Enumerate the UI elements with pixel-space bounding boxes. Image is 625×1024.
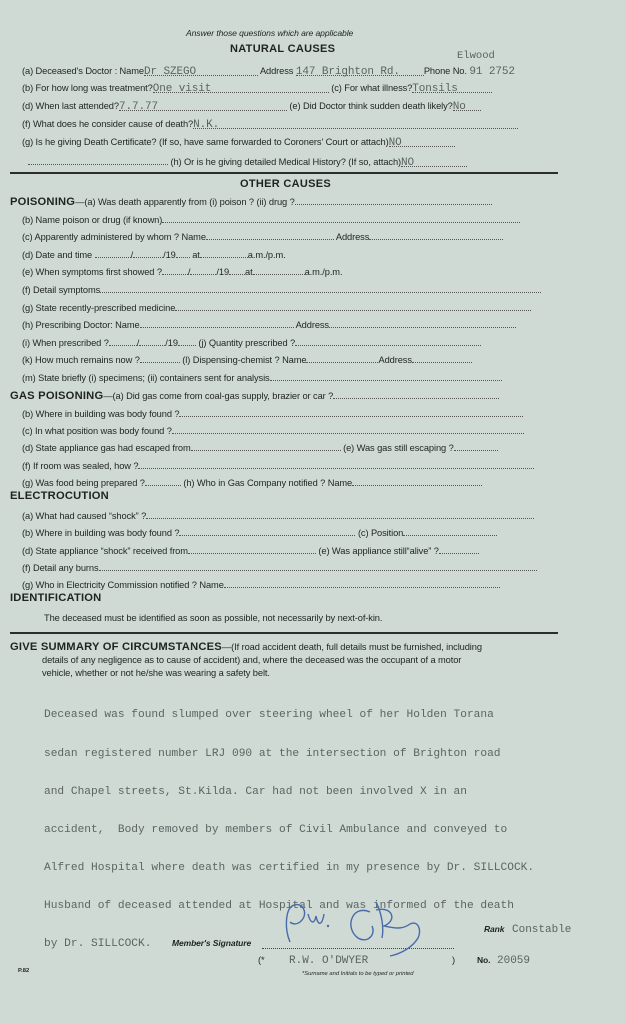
elec-g [22, 578, 500, 590]
electrocution-heading: ELECTROCUTION [10, 490, 109, 502]
summary-instruction-line-2: details of any negligence as to cause of accident) and, where the deceased was the occupant of a motor [42, 655, 462, 665]
gas-h-input[interactable] [352, 476, 482, 486]
gas-d-label: (d) State appliance gas had escaped from [22, 443, 191, 453]
medical-history-blank[interactable] [28, 155, 168, 165]
summary-instruction-1: —(If road accident death, full details must be furnished, including [221, 642, 482, 652]
poisoning-heading: POISONING [10, 196, 76, 208]
illness-label: (c) For what illness? [331, 83, 413, 93]
signature-stroke-p [286, 905, 304, 942]
summary-heading: GIVE SUMMARY OF CIRCUMSTANCES [10, 641, 222, 653]
elec-b-input[interactable] [179, 526, 355, 536]
elec-f-input[interactable] [99, 561, 537, 571]
gas-c-input[interactable] [172, 424, 524, 434]
summary-line: and Chapel streets, St.Kilda. Car had not been involved X in an [44, 785, 467, 798]
doctor-address-suburb: Elwood [457, 50, 495, 62]
number-label: No. [477, 955, 491, 965]
other-causes-heading: OTHER CAUSES [240, 178, 331, 190]
poisoning-b-label: (b) Name poison or drug (if known) [22, 215, 163, 225]
elec-b-label: (b) Where in building was body found ? [22, 528, 180, 538]
field-medical-history [28, 155, 467, 167]
date-separator: / [136, 338, 140, 348]
gas-f [22, 459, 534, 471]
poisoning-l-address-label: Address [378, 355, 412, 365]
handwritten-signature[interactable] [272, 898, 452, 960]
poisoning-b [22, 213, 520, 225]
poisoning-e-label: (e) When symptoms first showed ? [22, 267, 162, 277]
poisoning-d-month[interactable] [130, 248, 163, 260]
poisoning-g-label: (g) State recently-prescribed medicine [22, 303, 176, 313]
cause-of-death-value[interactable]: N.K. [193, 119, 518, 129]
at-label: at [245, 267, 253, 277]
poisoning-l-label: (l) Dispensing-chemist ? Name [182, 355, 307, 365]
summary-line: sedan registered number LRJ 090 at the intersection of Brighton road [44, 747, 501, 760]
summary-line: accident, Body removed by members of Civil Ambulance and conveyed to [44, 823, 508, 836]
section-divider [10, 172, 558, 174]
rank-value[interactable]: Constable [512, 924, 572, 936]
gas-b [22, 407, 523, 419]
gas-a [10, 389, 499, 402]
poisoning-j-label: (j) Quantity prescribed ? [198, 338, 296, 348]
field-cause-of-death [22, 119, 518, 129]
gas-b-input[interactable] [179, 407, 523, 417]
poisoning-e [22, 265, 342, 277]
gas-a-label: —(a) Did gas come from coal-gas supply, brazier or car ? [103, 391, 334, 401]
poisoning-c-address-label: Address [335, 232, 370, 242]
gas-f-label: (f) If room was sealed, how ? [22, 461, 139, 471]
year-prefix: /19 [163, 250, 176, 260]
field-doctor-name [22, 66, 515, 78]
elec-a-input[interactable] [146, 509, 534, 519]
poisoning-h-address-input[interactable] [329, 318, 516, 328]
elec-e-input[interactable] [439, 544, 479, 554]
gas-d [22, 441, 498, 453]
poisoning-d [22, 248, 286, 260]
medical-history-label: (h) Or is he giving detailed Medical History? (If so, attach) [170, 157, 402, 167]
poisoning-a [10, 195, 492, 208]
natural-causes-heading: NATURAL CAUSES [230, 43, 336, 55]
gas-f-input[interactable] [138, 459, 534, 469]
elec-f-label: (f) Detail any burns [22, 563, 99, 573]
elec-c-label: (c) Position [357, 528, 404, 538]
poisoning-e-year[interactable] [229, 265, 245, 275]
doctor-name-label: (a) Deceased's Doctor : Name [22, 66, 144, 76]
poisoning-d-year[interactable] [176, 248, 190, 258]
ampm-label: a.m./p.m. [304, 267, 343, 277]
year-prefix: /19 [216, 267, 230, 277]
gas-d-input[interactable] [191, 441, 341, 451]
poisoning-e-day[interactable] [162, 265, 191, 277]
field-treatment-duration [22, 83, 492, 93]
signature-stroke-dwyer [376, 902, 420, 956]
elec-d-label: (d) State appliance “shock” received from [22, 546, 188, 556]
elec-f [22, 561, 537, 573]
form-instruction: Answer those questions which are applicable [186, 28, 354, 38]
identification-heading: IDENTIFICATION [10, 592, 102, 604]
poisoning-b-input[interactable] [162, 213, 520, 223]
poisoning-d-day[interactable] [95, 248, 134, 260]
gas-g [22, 476, 482, 488]
poisoning-k [22, 353, 472, 365]
poisoning-k-label: (k) How much remains now ? [22, 355, 140, 365]
doctor-name-value[interactable]: Dr SZEGO [144, 66, 258, 76]
poisoning-m [22, 371, 502, 383]
doctor-phone-label: Phone No. [423, 66, 467, 76]
poisoning-i-label: (i) When prescribed ? [22, 338, 109, 348]
ampm-label: a.m./p.m. [247, 250, 286, 260]
field-last-attended [22, 101, 481, 111]
section-divider [10, 632, 558, 634]
poisoning-h-label: (h) Prescribing Doctor: Name [22, 320, 140, 330]
poisoning-e-month[interactable] [187, 265, 216, 277]
date-separator: / [130, 250, 134, 260]
poisoning-a-input[interactable] [295, 195, 492, 205]
typed-name-close-paren: ) [452, 955, 455, 965]
poisoning-e-time[interactable] [253, 265, 305, 275]
summary-instruction-line-3: vehicle, whether or not he/she was wearing a safety belt. [42, 668, 270, 678]
poisoning-i [22, 336, 481, 348]
poisoning-c-name-input[interactable] [206, 230, 334, 240]
medical-history-value[interactable]: NO [401, 157, 467, 167]
identification-text: The deceased must be identified as soon as possible, not necessarily by next-of-kin. [44, 613, 383, 623]
summary-line: Deceased was found slumped over steering wheel of her Holden Torana [44, 709, 494, 722]
treatment-duration-label: (b) For how long was treatment? [22, 83, 153, 93]
poisoning-h [22, 318, 516, 330]
doctor-address-value[interactable]: 147 Brighton Rd. [296, 66, 424, 76]
death-certificate-value[interactable]: NO [389, 137, 455, 147]
elec-g-input[interactable] [224, 578, 500, 588]
year-prefix: /19 [165, 338, 178, 348]
form-code: P.82 [18, 968, 30, 974]
summary-instruction-line-1 [10, 641, 482, 653]
poisoning-g [22, 301, 531, 313]
gas-g-label: (g) Was food being prepared ? [22, 478, 145, 488]
doctor-address-label: Address [259, 66, 294, 76]
gas-g-input[interactable] [145, 476, 181, 486]
field-death-certificate [22, 137, 455, 147]
elec-e-label: (e) Was appliance still“alive” ? [318, 546, 439, 556]
sudden-death-label: (e) Did Doctor think sudden death likely? [289, 101, 453, 111]
summary-line: Husband of deceased attended at Hospital and was informed of the death [44, 899, 514, 912]
summary-line: Alfred Hospital where death was certified in my presence by Dr. SILLCOCK. [44, 861, 535, 874]
member-signature-label: Member's Signature [172, 938, 252, 948]
gas-c-label: (c) In what position was body found ? [22, 426, 172, 436]
poisoning-c-address-input[interactable] [369, 230, 503, 240]
signature-dot [327, 925, 329, 927]
last-attended-label: (d) When last attended? [22, 101, 119, 111]
poisoning-f [22, 283, 541, 295]
poisoning-c-label: (c) Apparently administered by whom ? Name [22, 232, 206, 242]
gas-e-label: (e) Was gas still escaping ? [343, 443, 454, 453]
elec-g-label: (g) Who in Electricity Commission notified ? Name [22, 580, 224, 590]
at-label: at [192, 250, 200, 260]
poisoning-f-label: (f) Detail symptoms [22, 285, 101, 295]
poisoning-j-input[interactable] [295, 336, 481, 346]
poisoning-d-label: (d) Date and time [22, 250, 93, 260]
elec-c-input[interactable] [403, 526, 497, 536]
death-certificate-label: (g) Is he giving Death Certificate? (If so, have same forwarded to Coroners' Court or attach) [22, 137, 389, 147]
cause-of-death-label: (f) What does he consider cause of death? [22, 119, 194, 129]
summary-line: by Dr. SILLCOCK. [44, 938, 152, 951]
poisoning-l-name-input[interactable] [306, 353, 378, 363]
signature-stroke-w [308, 914, 324, 923]
illness-value[interactable]: Tonsils [412, 83, 492, 93]
poisoning-c [22, 230, 503, 242]
date-separator: / [187, 267, 191, 277]
gas-a-input[interactable] [333, 389, 499, 399]
sudden-death-value[interactable]: No [453, 101, 481, 111]
elec-b [22, 526, 497, 538]
poisoning-i-month[interactable] [136, 336, 165, 348]
poisoning-m-label: (m) State briefly (i) specimens; (ii) containers sent for analysis [22, 373, 270, 383]
poisoning-m-input[interactable] [270, 371, 502, 381]
elec-d [22, 544, 479, 556]
elec-a [22, 509, 534, 521]
typed-name-open-paren: (* [258, 955, 265, 965]
rank-label: Rank [484, 924, 505, 934]
gas-c [22, 424, 524, 436]
treatment-duration-value[interactable]: One visit [153, 83, 329, 93]
signature-stroke-o [351, 910, 373, 939]
poisoning-i-year[interactable] [178, 336, 196, 346]
poisoning-l-address-input[interactable] [412, 353, 472, 363]
doctor-phone-value[interactable]: 91 2752 [469, 66, 515, 78]
poisoning-i-day[interactable] [109, 336, 140, 348]
poisoning-h-address-label: Address [295, 320, 329, 330]
poisoning-g-input[interactable] [175, 301, 531, 311]
typed-name[interactable]: R.W. O'DWYER [289, 955, 369, 967]
elec-a-label: (a) What had caused “shock” ? [22, 511, 147, 521]
elec-d-input[interactable] [188, 544, 316, 554]
gas-h-label: (h) Who in Gas Company notified ? Name [183, 478, 353, 488]
poisoning-f-input[interactable] [100, 283, 541, 293]
name-footnote: *Surname and Initials to be typed or printed [302, 971, 414, 977]
poisoning-d-time[interactable] [200, 248, 248, 258]
gas-e-input[interactable] [454, 441, 498, 451]
poisoning-h-name-input[interactable] [140, 318, 294, 328]
last-attended-value[interactable]: 7.7.77 [119, 101, 287, 111]
poisoning-a-label: —(a) Was death apparently from (i) poison ? (ii) drug ? [75, 197, 295, 207]
poisoning-k-input[interactable] [140, 353, 180, 363]
gas-poisoning-heading: GAS POISONING [10, 390, 104, 402]
gas-b-label: (b) Where in building was body found ? [22, 409, 180, 419]
number-value[interactable]: 20059 [497, 955, 531, 967]
